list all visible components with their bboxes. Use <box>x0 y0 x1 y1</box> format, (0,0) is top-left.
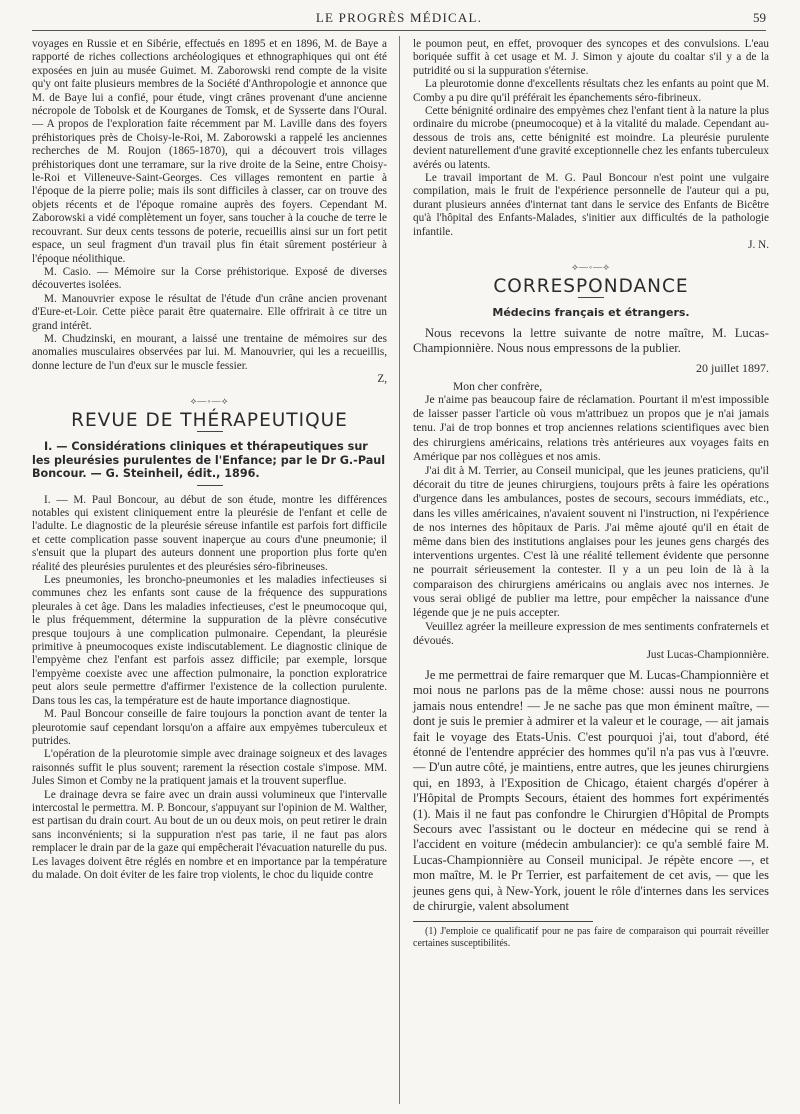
letter-paragraph: Veuillez agréer la meilleure expression de mes sentiments confraternels et dévoués. <box>413 620 769 648</box>
title-rule <box>578 297 604 298</box>
paragraph: La pleurotomie donne d'excellents résultats chez les enfants au point que M. Comby a pu dire qu'il préférait les épanchements séro-fibrineux. <box>413 78 769 104</box>
subheading: Médecins français et étrangers. <box>492 306 690 320</box>
section-title: REVUE DE THÉRAPEUTIQUE <box>71 409 348 431</box>
footnote: (1) J'emploie ce qualificatif pour ne pas faire de comparaison qui pourrait réveiller certaines susceptibilités. <box>413 925 769 949</box>
header-rule <box>32 30 766 31</box>
paragraph: Le drainage devra se faire avec un drain aussi volumineux que l'intervalle intercostal le permettra. M. P. Boncour, s'appuyant sur l'opinion de M. Walther, est partisan du drain court. Au bout de un ou deux mois, on peut retirer le drain sans inconvénients; si la suppuration n'est pas tarie, il ne faut pas alors remplacer le drain par de la gaze qui empêcherait l'évacuation naturelle du pus. Les lavages doivent être réglés en nombre et en importance par la température du malade. On doit éviter de les faire trop violents, le choc du liquide contre <box>32 788 387 881</box>
letter-intro: Nous recevons la lettre suivante de notre maître, M. Lucas-Championnière. Nous nous empressons de la publier. <box>413 325 769 355</box>
letter-paragraph: Je n'aime pas beaucoup faire de réclamation. Pourtant il m'est impossible de laisser passer l'article où vous m'attribuez un propos que je n'ai jamais tenu. J'ai de trop bonnes et trop anciennes relations scientifiques avec bien des chirurgiens américains, relations très antérieures aux voyages faits en Amérique par nos collègues et nos amis. <box>413 392 769 463</box>
paragraph: I. — M. Paul Boncour, au début de son étude, montre les différences notables qui existent cliniquement entre la pleurésie de l'enfant et celle de l'adulte. Le diagnostic de la pleurésie séreuse infantile est parfois fort difficile et cette complication passe souvent inaperçue au cours d'une pneumonie; il s'ensuit que la plupart des auteurs donnent une proportion plus forte qu'en réalité des pleurésies purulentes et des pleurésies séro-fibrineuses. <box>32 493 387 573</box>
paragraph: M. Chudzinski, en mourant, a laissé une trentaine de mémoires sur des anomalies musculaires observées par lui. M. Manouvrier, qui les a recueillis, donne lecture de l'un d'eux sur le muscle fessier. <box>32 332 387 372</box>
paragraph: Le travail important de M. G. Paul Boncour n'est point une vulgaire compilation, mais le fruit de l'expérience personnelle de l'auteur qui a pu, durant plusieurs années d'internat tant dans le service des Enfants de Bicêtre qu'à l'hôpital des Enfants-Malades, s'initier aux difficultés de la pathologie infantile. <box>413 172 769 238</box>
signature: J. N. <box>748 239 769 252</box>
footnote-rule <box>413 921 593 922</box>
article-heading: I. — Considérations cliniques et thérapeutiques sur les pleurésies purulentes de l'Enfance; par le Dr G.-Paul Boncour. — G. Steinheil, édit., 1896. <box>32 440 386 481</box>
paragraph: M. Manouvrier expose le résultat de l'étude d'un crâne ancien provenant d'Eure-et-Loir. Cette pièce parait être quaternaire. Elle offrirait à ce titre un grand intérêt. <box>32 292 387 332</box>
ornament-divider: ⟡—◦—⟡ <box>571 261 611 272</box>
salutation: Mon cher confrère, <box>453 379 543 393</box>
letter-signature: Just Lucas-Championnière. <box>646 648 769 661</box>
ornament-divider: ⟡—◦—⟡ <box>190 395 229 406</box>
journal-title: LE PROGRÈS MÉDICAL. <box>315 10 483 25</box>
title-rule <box>197 485 223 486</box>
paragraph: M. Paul Boncour conseille de faire toujours la ponction avant de tenter la pleurotomie sauf cependant lorsqu'on a affaire aux empyèmes tuberculeux et putrides. <box>32 708 387 747</box>
paragraph: le poumon peut, en effet, provoquer des syncopes et des convulsions. L'eau boriquée suffit à cet usage et M. J. Simon y ajoute du coaltar s'il y a de la putridité ou si la suppuration s'éternise. <box>413 38 769 77</box>
paragraph: Cette bénignité ordinaire des empyèmes chez l'enfant tient à la nature la plus ordinaire du microbe (pneumocoque) et à la vitalité du malade. Cependant au-dessous de trois ans, cette bénignité est moindre. La pleurésie purulente devient naturellement d'une gravité exceptionnelle chez les enfants tuberculeux avérés ou latents. <box>413 105 769 171</box>
column-divider <box>399 36 400 1104</box>
letter-paragraph: J'ai dit à M. Terrier, au Conseil municipal, que les jeunes praticiens, qu'il décorait du titre de jeunes chirurgiens, toujours prêts à faire les opérations d'urgence dans les ambulances, postes de secours, secours immédiats, etc., dans les villes américaines, n'avaient souvent ni l'instruction, ni l'expérience de nos internes des hôpitaux de Paris. J'ai même ajouté qu'il en était de même dans bien des institutions anglaises pour les jeunes gens chargés des interventions urgentes. C'est là une réalité tellement évidente que personne ne pourrait sérieusement la contester. Il y a un peu loin de là à la comparaison des chirurgiens américains ou anglais avec nos internes. Je vous serai obligé de publier ma lettre, pour empêcher la naissance d'une légende que je ne puis accepter. <box>413 463 769 619</box>
paragraph: Les pneumonies, les broncho-pneumonies et les maladies infectieuses si communes chez les enfants sont cause de la fréquence des suppurations pleurales à cet âge. Dans les maladies infectieuses, c'est le pneumocoque qui, le plus fréquemment, détermine la suppuration de la plèvre consécutive presque toujours à une complication pulmonaire. Cependant, la pleurésie primitive à pneumocoques existe indiscutablement. Le diagnostic clinique de l'empyème chez l'enfant est parfois assez difficile; par exemple, lorsque l'empyème coexiste avec une affection pulmonaire, la ponction exploratrice peut alors seule permettre d'affirmer l'existence de la collection purulente. Dans tous les cas, la température est de haute importance diagnostique. <box>32 574 387 707</box>
paragraph: M. Casio. — Mémoire sur la Corse préhistorique. Exposé de diverses découvertes isolées. <box>32 265 387 292</box>
page-number: 59 <box>753 10 766 25</box>
reply-paragraph: Je me permettrai de faire remarquer que M. Lucas-Championnière et moi nous ne parlons pas de la même chose: aussi nous ne pourrons jamais nous entendre! — Je ne sache pas que mon éminent maître, — dont je suis le premier à admirer et la valeur et le courage, — ait jamais fait le voyage des Etats-Unis. C'est pourquoi j'ai, tout d'abord, été étonné de l'entendre apprécier des hommes qu'il n'a pas vus à l'œuvre.— D'un autre côté, je maintiens, entre autres, que les jeunes chirurgiens qui, en 1893, à l'Exposition de Chicago, étaient chargés d'opérer à l'Hôpital de Prompts Secours, étaient des hommes fort expérimentés (1). Mais il ne faut pas confondre le Chirurgien d'Hôpital de Prompts Secours avec l'assistant ou le docteur en médecine qui se rend à l'accident en voiture (médecin ambulancier): ce qu'a semblé faire M. Lucas-Championnière au Conseil municipal. Je répète encore —, et mon maître, M. le Pr Terrier, est parfaitement de cet avis, — que les jeunes gens qui, à New-York, jouent le rôle d'internes dans les services de chirurgie, valent absolument <box>413 668 769 914</box>
title-rule <box>197 431 223 432</box>
left-column <box>32 38 387 882</box>
right-column <box>413 38 769 950</box>
letter-date: 20 juillet 1897. <box>696 361 769 376</box>
signature: Z, <box>377 373 387 386</box>
paragraph: voyages en Russie et en Sibérie, effectués en 1895 et en 1896, M. de Baye a rapporté de riches collections archéologiques et ethnographiques qui ont été exposées en juin au musée Guimet. M. Zaborowski rend compte de la visite qu'y ont faite plusieurs membres de la Société d'Anthropologie et annonce que M. de Baye lui a confié, pour étude, vingt crânes provenant d'une ancienne nécropole de Tobolsk et de Kourganes de Tomsk, et de Sysserte dans l'Oural. — A propos de l'exploration faite récemment par M. Laville dans des foyers préhistoriques près de Choisy-le-Roi, M. Zaborowski a rappelé les anciennes recherches de M. Roujon (1865-1870), qui a découvert trois villages préhistoriques dont une terramare, sur la rive droite de la Seine, entre Choisy-le-Roi et Villeneuve-Saint-Georges. Ces villages remontent en partie à l'époque de la pierre polie; mais ils sont difficiles à classer, car on trouve des objets récents et de l'époque romaine auprès des foyers. Cependant M. Zaborowski a vidé complètement un foyer, sans toucher à la couche de terre le recouvrant. Sur deux cents tessons de poterie, recueillis ainsi sur un fort petit espace, un seul fragment d'un travail plus fin était sûrement postérieur à l'époque néolithique. <box>32 38 387 265</box>
running-head <box>32 6 766 28</box>
section-title: CORRESPONDANCE <box>493 275 689 297</box>
paragraph: L'opération de la pleurotomie simple avec drainage soigneux et des lavages raisonnés suffit le plus souvent; rarement la résection costale s'impose. MM. Jules Simon et Comby ne la pratiquent jamais et la trouvent superflue. <box>32 748 387 788</box>
